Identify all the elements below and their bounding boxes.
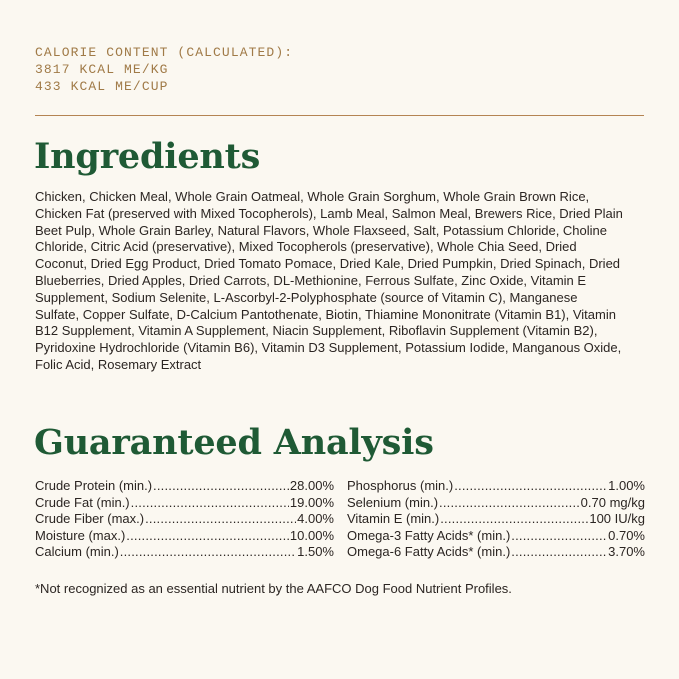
footnote: *Not recognized as an essential nutrient by the AAFCO Dog Food Nutrient Profiles. [35, 581, 512, 596]
dot-leader [126, 528, 289, 545]
analysis-value: 19.00% [289, 494, 334, 510]
analysis-label: Calcium (min.) [35, 544, 119, 560]
dot-leader [131, 495, 289, 512]
analysis-value: 4.00% [297, 511, 334, 527]
analysis-label: Moisture (max.) [35, 527, 126, 543]
analysis-row [35, 495, 334, 512]
analysis-label: Omega-6 Fatty Acids* (min.) [347, 544, 511, 560]
dot-leader [439, 495, 580, 512]
calorie-per-cup: 433 KCAL ME/CUP [35, 79, 169, 94]
analysis-label: Selenium (min.) [347, 494, 439, 510]
analysis-label: Phosphorus (min.) [347, 478, 454, 493]
dot-leader [145, 511, 296, 528]
analysis-row [347, 495, 645, 512]
analysis-label: Vitamin E (min.) [347, 511, 440, 527]
calorie-content [35, 44, 293, 95]
analysis-value: 0.70 mg/kg [580, 494, 645, 510]
ingredients-list: Chicken, Chicken Meal, Whole Grain Oatmeal, Whole Grain Sorghum, Whole Grain Brown Rice, Chicken Fat (preserved with Mixed Tocopherols), Lamb Meal, Salmon Meal, Brewers Rice, Dried Plain Beet Pulp, Whole Grain Barley, Natural Flavors, Whole Flaxseed, Salt, Potassium Chloride, Choline Chloride, Citric Acid (preservative), Mixed Tocopherols (preservative), Whole Chia Seed, Dried Coconut, Dried Egg Product, Dried Tomato Pomace, Dried Kale, Dried Pumpkin, Dried Spinach, Dried Blueberries, Dried Apples, Dried Carrots, DL-Methionine, Ferrous Sulfate, Zinc Oxide, Vitamin E Supplement, Sodium Selenite, L-Ascorbyl-2-Polyphosphate (source of Vitamin C), Manganese Sulfate, Copper Sulfate, D-Calcium Pantothenate, Biotin, Thiamine Mononitrate (Vitamin B1), Vitamin B12 Supplement, Vitamin A Supplement, Niacin Supplement, Riboflavin Supplement (Vitamin B2), Pyridoxine Hydrochloride (Vitamin B6), Vitamin D3 Supplement, Potassium Iodide, Manganous Oxide, Folic Acid, Rosemary Extract [35, 189, 623, 372]
analysis-value: 1.00% [608, 478, 645, 493]
dot-leader [120, 544, 296, 561]
dot-leader [454, 478, 607, 495]
analysis-row [35, 544, 334, 561]
analysis-row [35, 511, 334, 528]
analysis-value: 0.70% [608, 527, 645, 543]
analysis-label: Crude Fiber (max.) [35, 511, 145, 527]
analysis-row [35, 528, 334, 545]
analysis-column-left [35, 478, 334, 561]
dot-leader [440, 511, 588, 528]
analysis-value: 1.50% [297, 544, 334, 560]
dot-leader [511, 528, 607, 545]
analysis-value: 10.00% [289, 527, 334, 543]
analysis-label: Crude Protein (min.) [35, 478, 153, 493]
analysis-row [347, 511, 645, 528]
calorie-per-kg: 3817 KCAL ME/KG [35, 62, 169, 77]
calorie-heading: CALORIE CONTENT (CALCULATED): [35, 45, 294, 60]
analysis-label: Crude Fat (min.) [35, 494, 130, 510]
analysis-value: 3.70% [608, 544, 645, 560]
guaranteed-analysis-table [35, 478, 645, 561]
ingredients-title: Ingredients [34, 136, 261, 177]
analysis-value: 28.00% [289, 478, 334, 493]
section-divider [35, 115, 644, 116]
analysis-label: Omega-3 Fatty Acids* (min.) [347, 527, 511, 543]
dot-leader [153, 478, 289, 495]
analysis-row [347, 544, 645, 561]
analysis-row [347, 478, 645, 495]
guaranteed-analysis-title: Guaranteed Analysis [34, 422, 434, 463]
analysis-row [347, 528, 645, 545]
dot-leader [511, 544, 607, 561]
analysis-row [35, 478, 334, 495]
analysis-value: 100 IU/kg [589, 511, 645, 527]
analysis-column-right [347, 478, 645, 561]
